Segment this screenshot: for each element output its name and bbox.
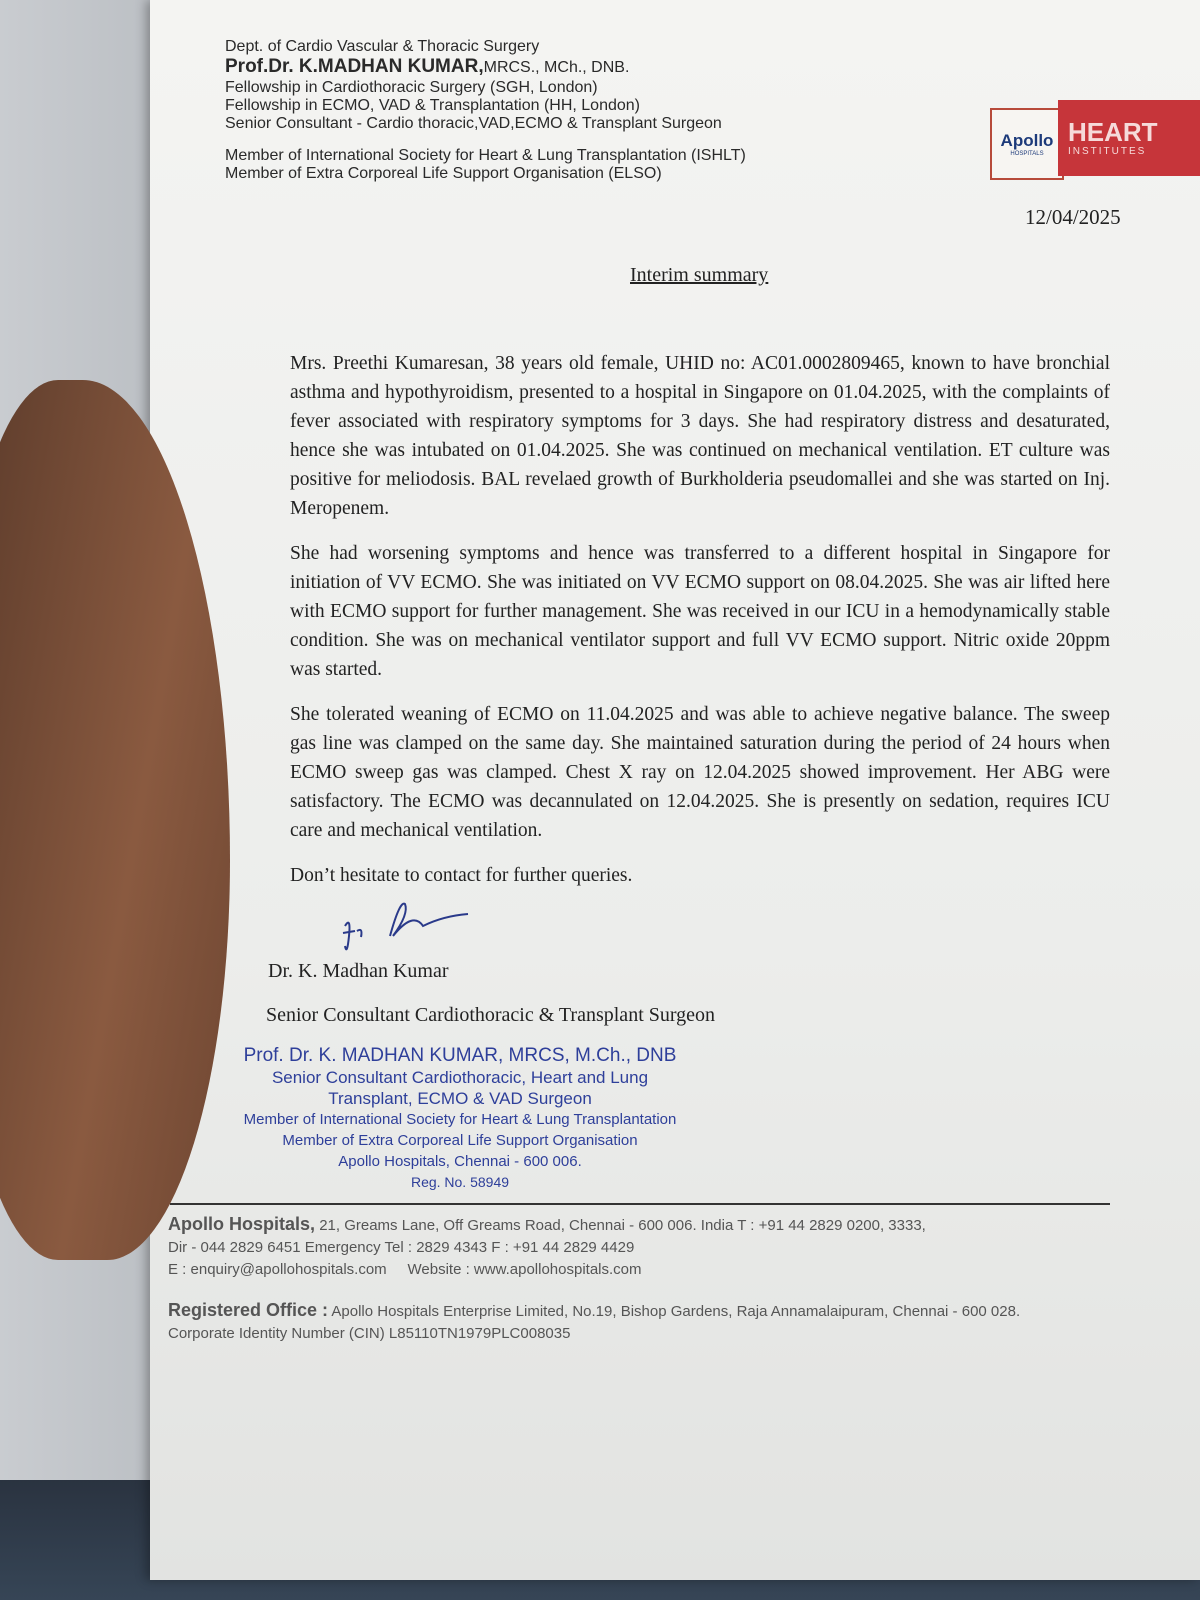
footer-cin: Corporate Identity Number (CIN) L85110TN1979PLC008035 [168,1325,571,1342]
doctor-degrees: MRCS., MCh., DNB. [483,59,630,76]
stamp-line: Member of Extra Corporeal Life Support Organisation [282,1132,638,1149]
footer-divider [170,1203,1110,1205]
paragraph: Mrs. Preethi Kumaresan, 38 years old female, UHID no: AC01.0002809465, known to have bronchial asthma and hypothyroidism, presented to a hospital in Singapore on 01.04.2025, with the complaints of fever associated with respiratory symptoms for 3 days. She had respiratory distress and desaturated, hence she was intubated on 01.04.2025. She was continued on mechanical ventilation. ET culture was positive for meliodosis. BAL revelaed growth of Burkholderia pseudomallei and she was started on Inj. Meropenem. [290,353,1110,519]
letter-title: Interim summary [630,264,769,286]
paragraph: She had worsening symptoms and hence was transferred to a different hospital in Singapore for initiation of VV ECMO. She was initiated on VV ECMO support on 08.04.2025. She was air lifted here with ECMO support for further management. She was received in our ICU in a hemodynamically stable condition. She was on mechanical ventilator support and full VV ECMO support. Nitric oxide 20ppm was started. [290,543,1110,680]
logo-brand: Apollo [1000,131,1054,150]
membership-line: Member of Extra Corporeal Life Support Organisation (ELSO) [225,165,662,182]
footer-contact-line [168,1259,1168,1281]
stamp-line: Transplant, ECMO & VAD Surgeon [328,1089,592,1108]
stamp-line: Apollo Hospitals, Chennai - 600 006. [338,1153,582,1170]
logo-heart: HEART [1068,117,1158,147]
logo-sub: HOSPITALS [1010,151,1044,157]
footer-address-line [168,1213,1168,1237]
footer-address: 21, Greams Lane, Off Greams Road, Chennai - 600 006. India T : +91 44 2829 0200, 3333, [319,1217,926,1234]
doctor-name-text: Prof.Dr. K.MADHAN KUMAR, [225,56,484,77]
membership-line: Member of International Society for Heart & Lung Transplantation (ISHLT) [225,147,746,164]
stamp-line: Member of International Society for Heart & Lung Transplantation [243,1111,677,1128]
footer-registered-office [168,1299,1168,1323]
signatory-name: Dr. K. Madhan Kumar [268,960,449,982]
footer-website: Website : www.apollohospitals.com [407,1261,642,1278]
credential-line: Fellowship in Cardiothoracic Surgery (SGH, London) [225,79,598,96]
logo-institutes: INSTITUTES [1068,146,1147,157]
stamp-name: Prof. Dr. K. MADHAN KUMAR, MRCS, M.Ch., DNB [243,1045,677,1066]
doctor-stamp [240,1044,680,1193]
registered-address: Apollo Hospitals Enterprise Limited, No.19, Bishop Gardens, Raja Annamalaipuram, Chennai - 600 028. [331,1303,1021,1320]
credential-line: Fellowship in ECMO, VAD & Transplantation (HH, London) [225,97,640,114]
handwritten-signature [335,896,485,956]
credential-line: Senior Consultant - Cardio thoracic,VAD,ECMO & Transplant Surgeon [225,115,722,132]
paragraph: She tolerated weaning of ECMO on 11.04.2025 and was able to achieve negative balance. The sweep gas line was clamped on the same day. She maintained saturation during the period of 24 hours when ECMO sweep gas was clamped. Chest X ray on 12.04.2025 showed improvement. Her ABG were satisfactory. The ECMO was decannulated on 12.04.2025. She is presently on sedation, requires ICU care and mechanical ventilation. [290,704,1110,841]
stamp-line: Senior Consultant Cardiothoracic, Heart and Lung [271,1068,649,1087]
registered-label: Registered Office : [168,1300,329,1320]
letter-footer [168,1213,1168,1345]
letter-page [150,0,1200,1580]
doctor-name [225,56,865,79]
closing-line: Don’t hesitate to contact for further queries. [290,865,633,886]
letter-date: 12/04/2025 [1025,205,1121,229]
signatory-title: Senior Consultant Cardiothoracic & Transplant Surgeon [266,1004,716,1026]
letterhead [225,38,865,183]
footer-email: E : enquiry@apollohospitals.com [168,1261,387,1278]
stamp-reg-no: Reg. No. 58949 [410,1174,510,1190]
footer-phone: Dir - 044 2829 6451 Emergency Tel : 2829 4343 F : +91 44 2829 4429 [168,1239,635,1256]
department: Dept. of Cardio Vascular & Thoracic Surgery [225,38,540,55]
letter-content [150,0,1200,1345]
footer-hospital: Apollo Hospitals, [168,1214,316,1234]
